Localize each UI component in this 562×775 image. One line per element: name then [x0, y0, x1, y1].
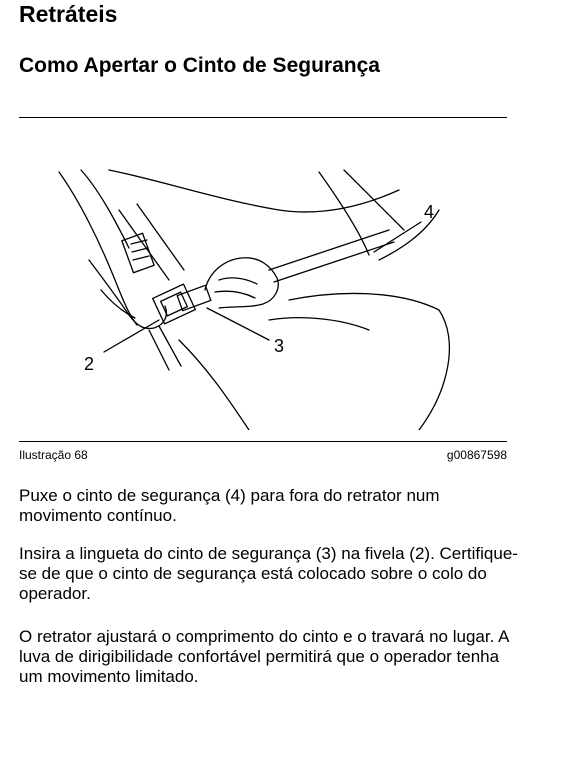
shoulder-belt — [119, 204, 184, 280]
callout-3: 3 — [274, 336, 285, 356]
left-hand — [89, 260, 166, 328]
seat-belt-illustration — [19, 140, 507, 430]
arm-right — [319, 172, 369, 255]
callout-2-leader — [104, 320, 159, 352]
arm-right-2 — [344, 170, 404, 230]
lap-belt — [269, 230, 394, 282]
callout-4-leader — [374, 222, 421, 252]
figure-caption-label: Ilustração 68 — [19, 448, 88, 462]
page-title: Retráteis — [19, 1, 118, 27]
torso-outline-2 — [81, 170, 129, 248]
body-paragraph: O retrator ajustará o comprimento do cinto e o travará no lugar. A luva de dirigibilidade confortável permitirá que o operador tenha um movimento limitado. — [19, 627, 509, 686]
belt-adjuster — [122, 233, 154, 272]
callout-2: 2 — [84, 354, 95, 374]
figure-divider — [19, 441, 507, 442]
section-title: Como Apertar o Cinto de Segurança — [19, 54, 380, 77]
figure-caption-id: g00867598 — [446, 448, 507, 462]
callout-3-leader — [207, 308, 269, 340]
leg-right — [289, 293, 449, 430]
right-hand — [205, 258, 278, 308]
callout-4: 4 — [424, 202, 435, 222]
shoulder-line — [109, 170, 399, 212]
body-paragraph: Insira a lingueta do cinto de segurança (3) na fivela (2). Certifique-se de que o cinto de segurança está colocado sobre o colo do operador. — [19, 544, 518, 603]
leg-left — [179, 340, 249, 430]
body-paragraph: Puxe o cinto de segurança (4) para fora do retrator num movimento contínuo. — [19, 486, 440, 525]
top-divider — [19, 117, 507, 118]
buckle — [153, 284, 196, 324]
